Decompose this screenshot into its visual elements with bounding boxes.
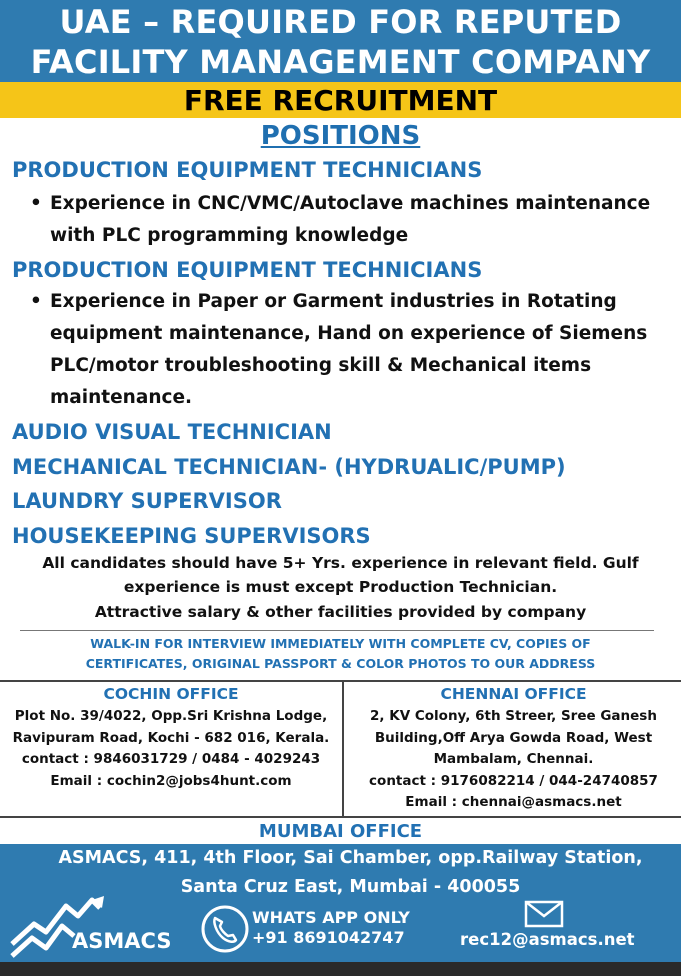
offices-table	[0, 680, 681, 818]
walkin-line-1: WALK-IN FOR INTERVIEW IMMEDIATELY WITH COMPLETE CV, COPIES OF	[90, 636, 591, 651]
bullet-icon: •	[30, 193, 42, 214]
salary-note: Attractive salary & other facilities provided by company	[94, 603, 587, 621]
position-title-4: MECHANICAL TECHNICIAN- (HYDRUALIC/PUMP)	[12, 455, 566, 479]
cochin-contact: contact : 9846031729 / 0484 - 4029243	[21, 751, 321, 767]
bullet-icon: •	[30, 291, 42, 312]
free-recruitment-banner: FREE RECRUITMENT	[0, 82, 681, 118]
headline-line-1: UAE – REQUIRED FOR REPUTED	[59, 3, 622, 41]
headline-line-2: FACILITY MANAGEMENT COMPANY	[30, 43, 651, 81]
walkin-notice	[0, 634, 681, 674]
footer-email[interactable]: rec12@asmacs.net	[460, 930, 635, 949]
position-title-6: HOUSEKEEPING SUPERVISORS	[12, 524, 371, 548]
bullet-line: with PLC programming knowledge	[50, 225, 409, 246]
requirements-note-2: experience is must except Production Technician.	[123, 578, 558, 596]
footer-banner	[0, 844, 681, 962]
bullet-line: Experience in Paper or Garment industries in Rotating	[50, 291, 617, 312]
cochin-address-line-1: Plot No. 39/4022, Opp.Sri Krishna Lodge,	[14, 708, 328, 724]
cochin-email: Email : cochin2@jobs4hunt.com	[50, 772, 292, 789]
position-title-1: PRODUCTION EQUIPMENT TECHNICIANS	[12, 158, 483, 182]
cochin-address-line-2: Ravipuram Road, Kochi - 682 016, Kerala.	[12, 729, 330, 746]
asmacs-logo-text: ASMACS	[72, 929, 172, 953]
position-title-2: PRODUCTION EQUIPMENT TECHNICIANS	[12, 258, 483, 282]
requirements-note-1: All candidates should have 5+ Yrs. experience in relevant field. Gulf	[42, 554, 639, 572]
walkin-line-2: CERTIFICATES, ORIGINAL PASSPORT & COLOR PHOTOS TO OUR ADDRESS	[85, 656, 596, 671]
whatsapp-number: +91 8691042747	[252, 928, 405, 947]
divider	[20, 630, 654, 631]
mail-icon	[524, 900, 564, 928]
position-2-requirement	[30, 286, 675, 414]
bullet-line: PLC/motor troubleshooting skill & Mechanical items	[50, 355, 592, 376]
bullet-line: Experience in CNC/VMC/Autoclave machines maintenance	[50, 193, 651, 214]
position-1-requirement	[30, 188, 675, 252]
chennai-office-heading: CHENNAI OFFICE	[440, 685, 587, 703]
chennai-address-line-1: 2, KV Colony, 6th Streer, Sree Ganesh	[370, 708, 657, 724]
chennai-office	[346, 682, 681, 816]
bottom-bar	[0, 962, 681, 976]
bullet-line: equipment maintenance, Hand on experience of Siemens	[50, 323, 648, 344]
mumbai-address-line-2: Santa Cruz East, Mumbai - 400055	[180, 877, 521, 897]
chennai-address-line-3: Mambalam, Chennai.	[433, 751, 594, 767]
cochin-office	[0, 682, 344, 816]
whatsapp-label: WHATS APP ONLY	[252, 908, 410, 927]
cochin-office-heading: COCHIN OFFICE	[103, 685, 239, 703]
bullet-line: maintenance.	[50, 387, 193, 408]
header-banner	[0, 0, 681, 82]
position-title-3: AUDIO VISUAL TECHNICIAN	[12, 420, 332, 444]
mumbai-office-heading: MUMBAI OFFICE	[258, 821, 423, 842]
whatsapp-contact	[252, 908, 410, 948]
positions-heading: POSITIONS	[260, 121, 421, 151]
position-title-5: LAUNDRY SUPERVISOR	[12, 489, 282, 513]
mumbai-address-line-1: ASMACS, 411, 4th Floor, Sai Chamber, opp.Railway Station,	[58, 848, 643, 868]
chennai-address-line-2: Building,Off Arya Gowda Road, West	[374, 729, 653, 746]
chennai-email: Email : chennai@asmacs.net	[405, 794, 622, 810]
phone-icon	[200, 904, 250, 954]
chennai-contact: contact : 9176082214 / 044-24740857	[369, 772, 658, 789]
